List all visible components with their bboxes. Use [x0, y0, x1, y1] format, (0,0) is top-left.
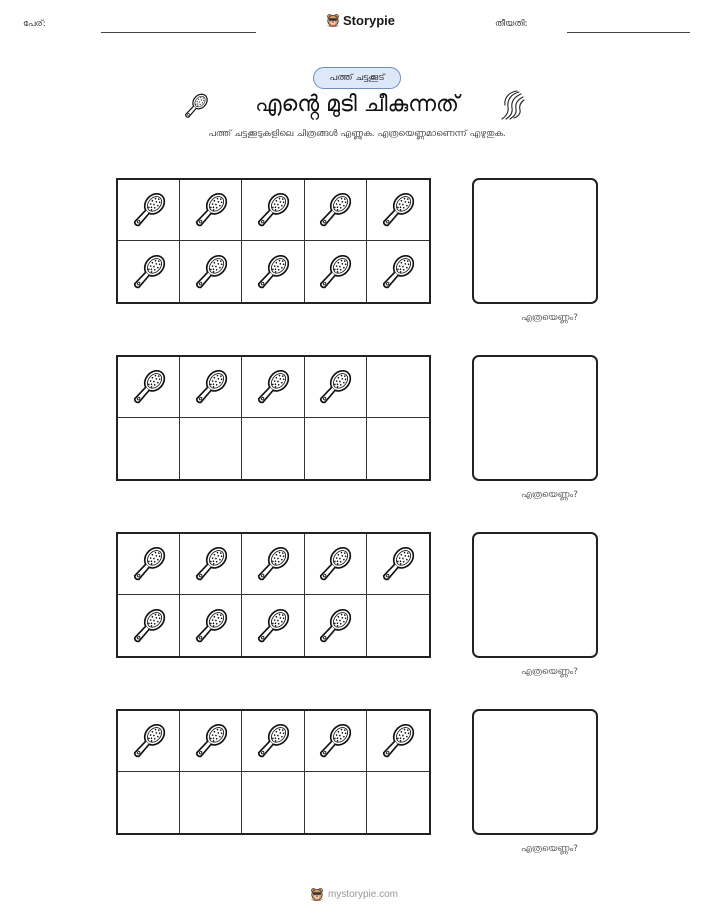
frame-cell: [305, 711, 367, 772]
answer-box-4[interactable]: [472, 709, 598, 835]
hairbrush-icon: [313, 188, 357, 232]
brand-logo: [326, 12, 395, 28]
frame-cell: [305, 418, 367, 479]
frame-cell: [118, 595, 180, 656]
frame-cell: [242, 711, 304, 772]
frame-cell: [305, 180, 367, 241]
hairbrush-icon: [313, 365, 357, 409]
answer-box-2[interactable]: [472, 355, 598, 481]
footer: [310, 886, 398, 902]
hairbrush-icon: [127, 719, 171, 763]
hairbrush-icon: [189, 250, 233, 294]
frame-cell: [242, 241, 304, 302]
answer-box-3[interactable]: [472, 532, 598, 658]
hairbrush-icon: [251, 604, 295, 648]
frame-cell: [180, 180, 242, 241]
frame-cell: [367, 418, 429, 479]
frame-cell: [242, 595, 304, 656]
frame-cell: [367, 357, 429, 418]
hairbrush-icon: [180, 90, 212, 122]
frame-cell: [118, 180, 180, 241]
frame-cell: [118, 357, 180, 418]
frame-cell: [118, 772, 180, 833]
hairbrush-icon: [127, 542, 171, 586]
hairbrush-icon: [313, 719, 357, 763]
topic-badge: പത്ത് ചട്ടക്കൂട്: [313, 67, 401, 89]
ten-frame-4: [116, 709, 431, 835]
how-many-label-3: എത്രയെണ്ണം?: [521, 667, 578, 677]
hairbrush-icon: [251, 250, 295, 294]
frame-cell: [118, 534, 180, 595]
date-line[interactable]: [567, 32, 690, 33]
frame-cell: [305, 357, 367, 418]
page-title: എൻ്റെ മുടി ചീകുന്നത്: [255, 92, 459, 117]
frame-cell: [180, 241, 242, 302]
answer-box-1[interactable]: [472, 178, 598, 304]
frame-cell: [305, 241, 367, 302]
hairbrush-icon: [376, 542, 420, 586]
hairbrush-icon: [376, 188, 420, 232]
hairbrush-icon: [127, 250, 171, 294]
frame-cell: [180, 772, 242, 833]
frame-cell: [242, 180, 304, 241]
hairbrush-icon: [189, 604, 233, 648]
frame-cell: [305, 772, 367, 833]
frame-cell: [180, 418, 242, 479]
bear-mascot-icon: [326, 12, 340, 28]
hairbrush-icon: [189, 719, 233, 763]
ten-frame-1: [116, 178, 431, 304]
hairbrush-icon: [376, 250, 420, 294]
hairbrush-icon: [127, 365, 171, 409]
frame-cell: [242, 534, 304, 595]
instructions: പത്ത് ചട്ടക്കൂടുകളിലെ ചിത്രങ്ങൾ എണ്ണുക. എത്രയെണ്ണമാണെന്ന് എഴുതുക.: [208, 129, 506, 139]
hairbrush-icon: [189, 365, 233, 409]
how-many-label-2: എത്രയെണ്ണം?: [521, 490, 578, 500]
frame-cell: [180, 534, 242, 595]
brand-name: Storypie: [343, 12, 396, 28]
hairbrush-icon: [251, 542, 295, 586]
hairbrush-icon: [313, 604, 357, 648]
frame-cell: [367, 595, 429, 656]
frame-cell: [180, 711, 242, 772]
hairbrush-icon: [313, 542, 357, 586]
hairbrush-icon: [127, 604, 171, 648]
date-label: തീയതി:: [495, 19, 528, 29]
frame-cell: [180, 595, 242, 656]
frame-cell: [305, 534, 367, 595]
hair-lock-icon: [497, 88, 531, 122]
frame-cell: [367, 180, 429, 241]
hairbrush-icon: [127, 188, 171, 232]
frame-cell: [367, 711, 429, 772]
hairbrush-icon: [313, 250, 357, 294]
frame-cell: [367, 241, 429, 302]
name-label: പേര്:: [23, 19, 46, 29]
how-many-label-1: എത്രയെണ്ണം?: [521, 313, 578, 323]
frame-cell: [118, 711, 180, 772]
frame-cell: [118, 241, 180, 302]
frame-cell: [242, 418, 304, 479]
hairbrush-icon: [376, 719, 420, 763]
hairbrush-icon: [251, 188, 295, 232]
frame-cell: [367, 772, 429, 833]
hairbrush-icon: [189, 188, 233, 232]
hairbrush-icon: [251, 365, 295, 409]
how-many-label-4: എത്രയെണ്ണം?: [521, 844, 578, 854]
ten-frame-3: [116, 532, 431, 658]
frame-cell: [367, 534, 429, 595]
frame-cell: [305, 595, 367, 656]
hairbrush-icon: [251, 719, 295, 763]
frame-cell: [180, 357, 242, 418]
frame-cell: [118, 418, 180, 479]
hairbrush-icon: [189, 542, 233, 586]
name-line[interactable]: [101, 32, 256, 33]
frame-cell: [242, 357, 304, 418]
frame-cell: [242, 772, 304, 833]
ten-frame-2: [116, 355, 431, 481]
footer-url[interactable]: mystorypie.com: [328, 888, 399, 900]
bear-mascot-icon: [310, 886, 324, 902]
